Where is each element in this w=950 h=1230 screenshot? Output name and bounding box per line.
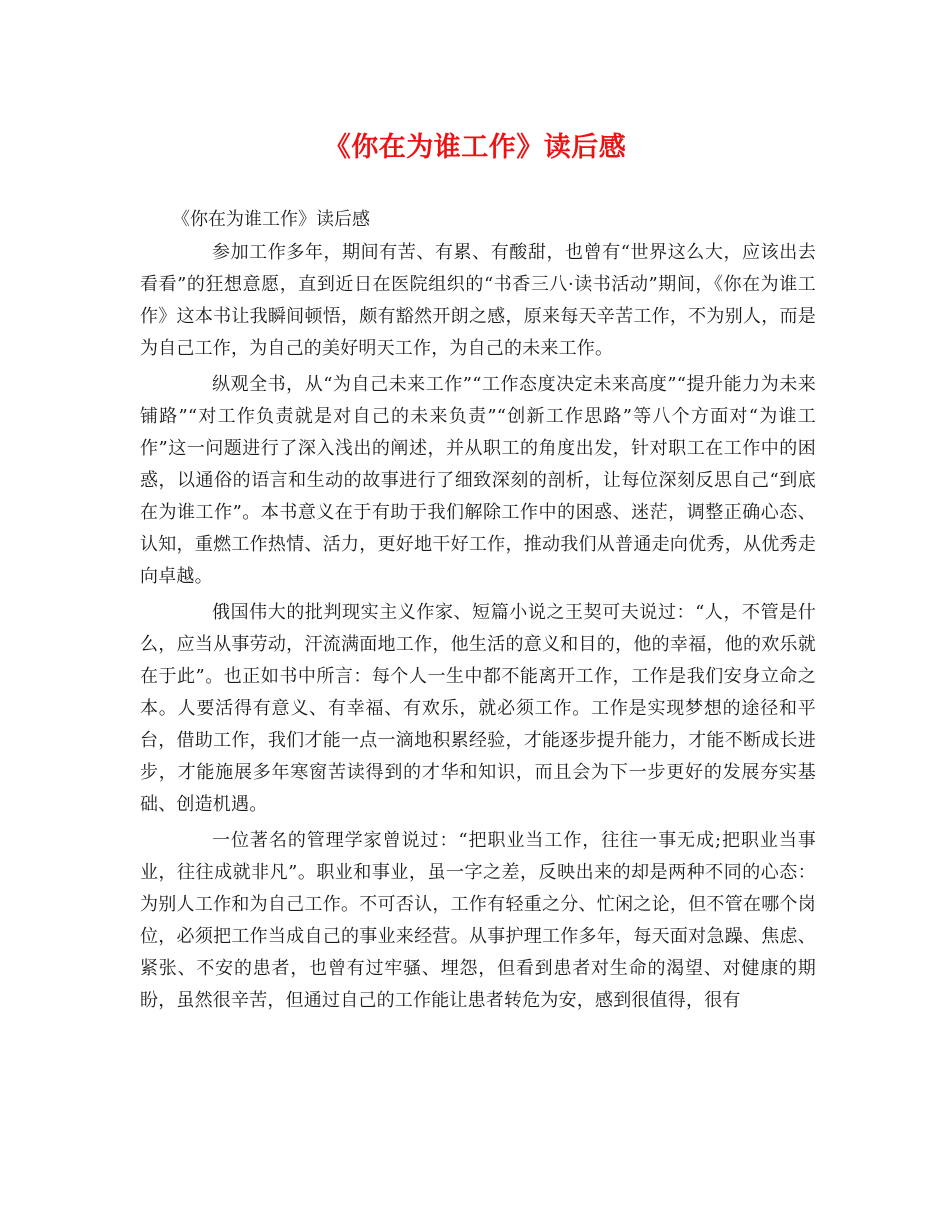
paragraph-3: 俄国伟大的批判现实主义作家、短篇小说之王契可夫说过：“人，不管是什么，应当从事劳动，汗流满面地工作，他生活的意义和目的，他的幸福，他的欢乐就在于此”。也正如书中所言：每个人一生中都不能离开工作，工作是我们安身立命之本。人要活得有意义、有幸福、有欢乐，就必须工作。工作是实现梦想的途径和平台，借助工作，我们才能一点一滴地积累经验，才能逐步提升能力，才能不断成长进步，才能施展多年寒窗苦读得到的才华和知识，而且会为下一步更好的发展夯实基础、创造机遇。: [140, 602, 816, 815]
document-title: 《你在为谁工作》读后感: [323, 132, 627, 163]
paragraph-4: 一位著名的管理学家曾说过：“把职业当工作，往往一事无成;把职业当事业，往往成就非凡”。职业和事业，虽一字之差，反映出来的却是两种不同的心态：为别人工作和为自己工作。不可否认，工作有轻重之分、忙闲之论，但不管在哪个岗位，必须把工作当成自己的事业来经营。从事护理工作多年，每天面对急躁、焦虑、紧张、不安的患者，也曾有过牢骚、埋怨，但看到患者对生命的渴望、对健康的期盼，虽然很辛苦，但通过自己的工作能让患者转危为安，感到很值得，很有: [140, 830, 816, 1011]
document-subtitle: 《你在为谁工作》读后感: [172, 209, 370, 230]
document-body: [140, 237, 816, 1021]
paragraph-2: 纵观全书，从“为自己未来工作”“工作态度决定未来高度”“提升能力为未来铺路”“对工作负责就是对自己的未来负责”“创新工作思路”等八个方面对“为谁工作”这一问题进行了深入浅出的阐述，并从职工的角度出发，针对职工在工作中的困惑，以通俗的语言和生动的故事进行了细致深刻的剖析，让每位深刻反思自己“到底在为谁工作”。本书意义在于有助于我们解除工作中的困惑、迷茫，调整正确心态、认知，重燃工作热情、活力，更好地干好工作，推动我们从普通走向优秀，从优秀走向卓越。: [140, 374, 816, 587]
paragraph-1: 参加工作多年，期间有苦、有累、有酸甜，也曾有“世界这么大，应该出去看看”的狂想意愿，直到近日在医院组织的“书香三八·读书活动”期间，《你在为谁工作》这本书让我瞬间顿悟，颇有豁然开朗之感，原来每天辛苦工作，不为别人，而是为自己工作，为自己的美好明天工作，为自己的未来工作。: [140, 242, 816, 359]
